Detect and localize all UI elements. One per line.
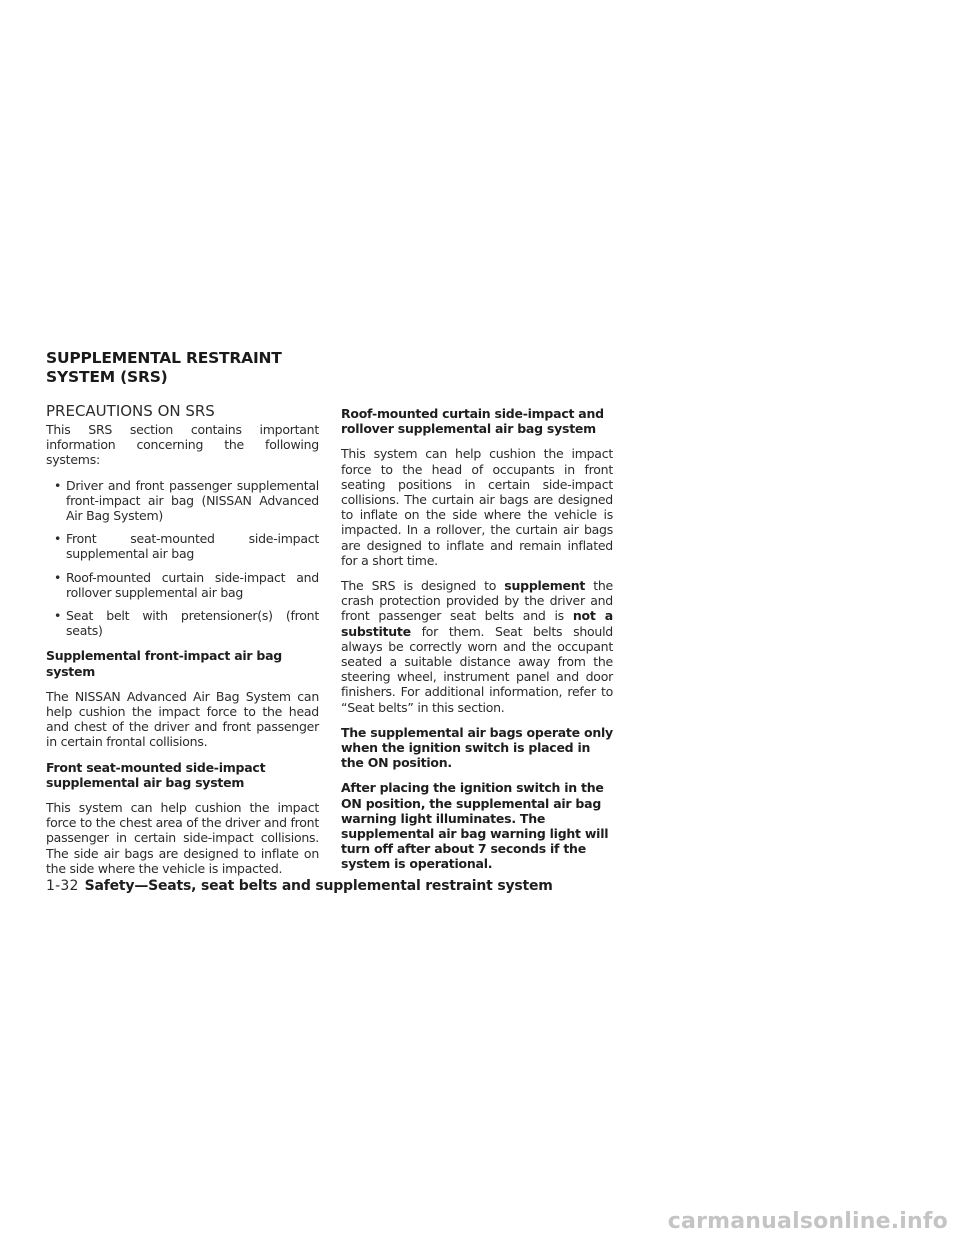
page-footer bbox=[46, 877, 626, 895]
intro-paragraph: This SRS section contains important information concerning the following systems: bbox=[46, 422, 319, 468]
curtain-paragraph: This system can help cushion the impact force to the head of occupants in front seating positions in certain side-impact collisions. The curtain air bags are designed to inflate on the side where the vehicle is impacted. In a rollover, the curtain air bags are designed to inflate and remain inflated for a short time. bbox=[341, 446, 613, 568]
srs-text-3: for them. Seat belts should always be correctly worn and the occupant seated a suitable distance away from the steering wheel, instrument panel and door finishers. For additional information, refer to “Seat belts” in this section. bbox=[341, 623, 613, 715]
chapter-title: Safety—Seats, seat belts and supplemental restraint system bbox=[84, 878, 553, 894]
right-column bbox=[341, 406, 613, 882]
list-item-text: Front seat-mounted side-impact supplemental air bag bbox=[66, 531, 319, 562]
list-item bbox=[46, 478, 319, 524]
section-title: SUPPLEMENTAL RESTRAINT SYSTEM (SRS) bbox=[46, 349, 282, 386]
list-item bbox=[46, 531, 319, 561]
system-list bbox=[46, 478, 319, 639]
bullet-icon: • bbox=[54, 608, 62, 624]
srs-bold-not-substitute: not a substitute bbox=[341, 608, 613, 639]
list-item-text: Driver and front passenger supplemental front-impact air bag (NISSAN Advanced Air Bag System) bbox=[66, 477, 319, 524]
srs-text-1: The SRS is designed to bbox=[341, 578, 497, 594]
list-item-text: Seat belt with pretensioner(s) (front seats) bbox=[66, 608, 319, 639]
warning-note: After placing the ignition switch in the ON position, the supplemental air bag warning light illuminates. The supplemental air bag warning light will turn off after about 7 seconds if the system is operational. bbox=[341, 780, 609, 872]
srs-text-2: the crash protection provided by the driver and front passenger seat belts and is bbox=[341, 578, 613, 624]
list-item bbox=[46, 570, 319, 600]
srs-bold-supplement: supplement bbox=[504, 578, 586, 594]
list-item-text: Roof-mounted curtain side-impact and rollover supplemental air bag bbox=[66, 569, 319, 600]
watermark: carmanualsonline.info bbox=[667, 1209, 948, 1234]
side-impact-paragraph: This system can help cushion the impact force to the chest area of the driver and front passenger in certain side-impact collisions. The side air bags are designed to inflate on the side where the vehicle is impacted. bbox=[46, 800, 319, 876]
left-column bbox=[46, 402, 319, 886]
side-impact-heading: Front seat-mounted side-impact supplemental air bag system bbox=[46, 759, 266, 790]
front-impact-paragraph: The NISSAN Advanced Air Bag System can help cushion the impact force to the head and chest of the driver and front passenger in certain frontal collisions. bbox=[46, 688, 319, 750]
page-number: 1-32 bbox=[46, 878, 79, 894]
bullet-icon: • bbox=[54, 569, 62, 585]
curtain-heading: Roof-mounted curtain side-impact and rollover supplemental air bag system bbox=[341, 406, 604, 437]
list-item bbox=[46, 608, 319, 638]
front-impact-heading: Supplemental front-impact air bag system bbox=[46, 648, 283, 679]
bullet-icon: • bbox=[54, 477, 62, 493]
bullet-icon: • bbox=[54, 531, 62, 547]
srs-paragraph bbox=[341, 578, 613, 715]
precautions-heading: PRECAUTIONS ON SRS bbox=[46, 402, 215, 420]
operate-note: The supplemental air bags operate only when the ignition switch is placed in the ON position. bbox=[341, 724, 613, 771]
